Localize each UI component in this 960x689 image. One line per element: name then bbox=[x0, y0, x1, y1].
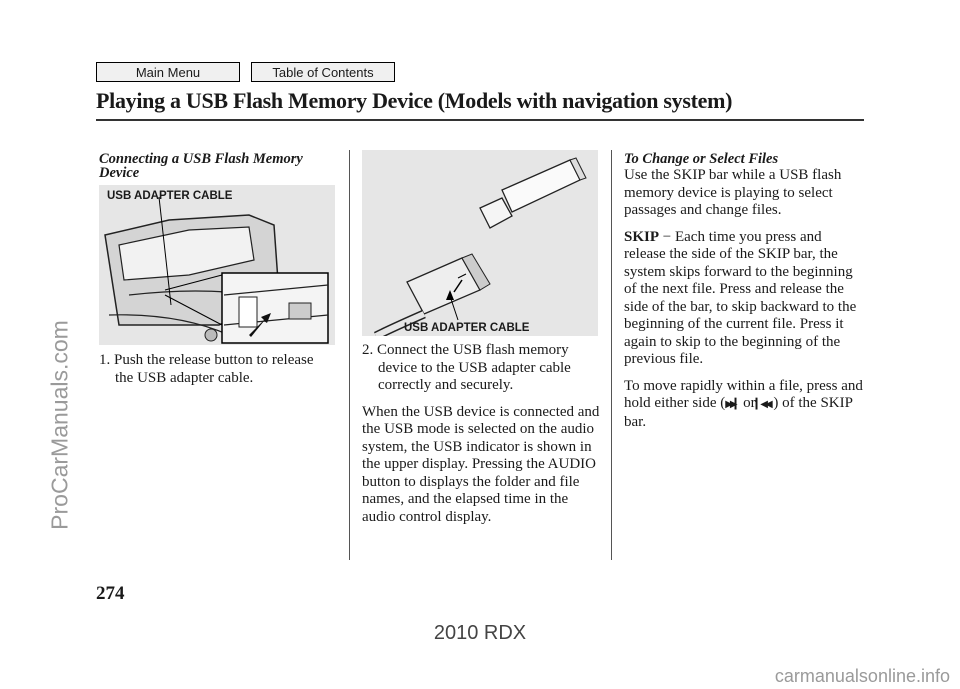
column-divider-2 bbox=[611, 150, 612, 560]
skip-forward-icon: ▶▶▎ bbox=[725, 399, 740, 410]
usb-flash-illustration bbox=[362, 150, 598, 336]
usb-mode-paragraph: When the USB device is connected and the USB mode is selected on the audio system, the USB indicator is shown in the upper display. Pressing the AUDIO button to displays the folder and file names, and the elapsed time in the audio control display. bbox=[362, 403, 600, 525]
usb-device-figure bbox=[362, 150, 598, 336]
skip-dash: − bbox=[662, 228, 672, 245]
console-illustration bbox=[99, 185, 335, 345]
skip-key-label: SKIP bbox=[624, 228, 660, 245]
side-watermark: ProCarManuals.com bbox=[46, 320, 73, 530]
title-rule bbox=[96, 119, 864, 121]
page-title: Playing a USB Flash Memory Device (Models with navigation system) bbox=[96, 88, 733, 113]
footer-site-watermark: carmanualsonline.info bbox=[774, 666, 950, 686]
footer-model: 2010 RDX bbox=[433, 622, 527, 644]
column-3-body bbox=[624, 167, 866, 440]
step-1: 1. Push the release button to release the USB adapter cable. bbox=[99, 352, 314, 386]
rapid-move-text-b: ) of the SKIP bar. bbox=[624, 395, 853, 430]
main-menu-button[interactable]: Main Menu bbox=[96, 62, 240, 82]
release-button-figure bbox=[99, 185, 335, 345]
skip-intro-paragraph: Use the SKIP bar while a USB flash memory device is playing to select passages and change files. bbox=[624, 167, 842, 218]
table-of-contents-button[interactable]: Table of Contents bbox=[251, 62, 395, 82]
column-2-body bbox=[362, 342, 602, 535]
usb-adapter-cable-label-2: USB ADAPTER CABLE bbox=[404, 322, 530, 334]
page-number: 274 bbox=[96, 583, 125, 604]
rapid-move-paragraph bbox=[624, 378, 866, 432]
skip-backward-icon: ▎◀◀ bbox=[755, 399, 770, 410]
section-heading-connecting: Connecting a USB Flash Memory Device bbox=[99, 151, 303, 181]
column-1-body bbox=[99, 352, 335, 396]
step-2: 2. Connect the USB flash memory device to the USB adapter cable correctly and securely. bbox=[362, 342, 571, 393]
usb-adapter-cable-label-1: USB ADAPTER CABLE bbox=[107, 190, 233, 202]
section-heading-change-files: To Change or Select Files bbox=[624, 151, 779, 167]
rapid-move-or: or bbox=[743, 395, 756, 411]
column-divider-1 bbox=[349, 150, 350, 560]
skip-description-paragraph bbox=[624, 229, 866, 369]
rapid-move-text-a: To move rapidly within a file, press and hold either side ( bbox=[624, 377, 863, 411]
skip-text: Each time you press and release the side of the SKIP bar, the system skips forward to the beginning of the next file. Press and release the side of the bar, to skip backward to the beginning of the current file. Press it again to skip to the beginning of the previous file. bbox=[624, 228, 857, 367]
